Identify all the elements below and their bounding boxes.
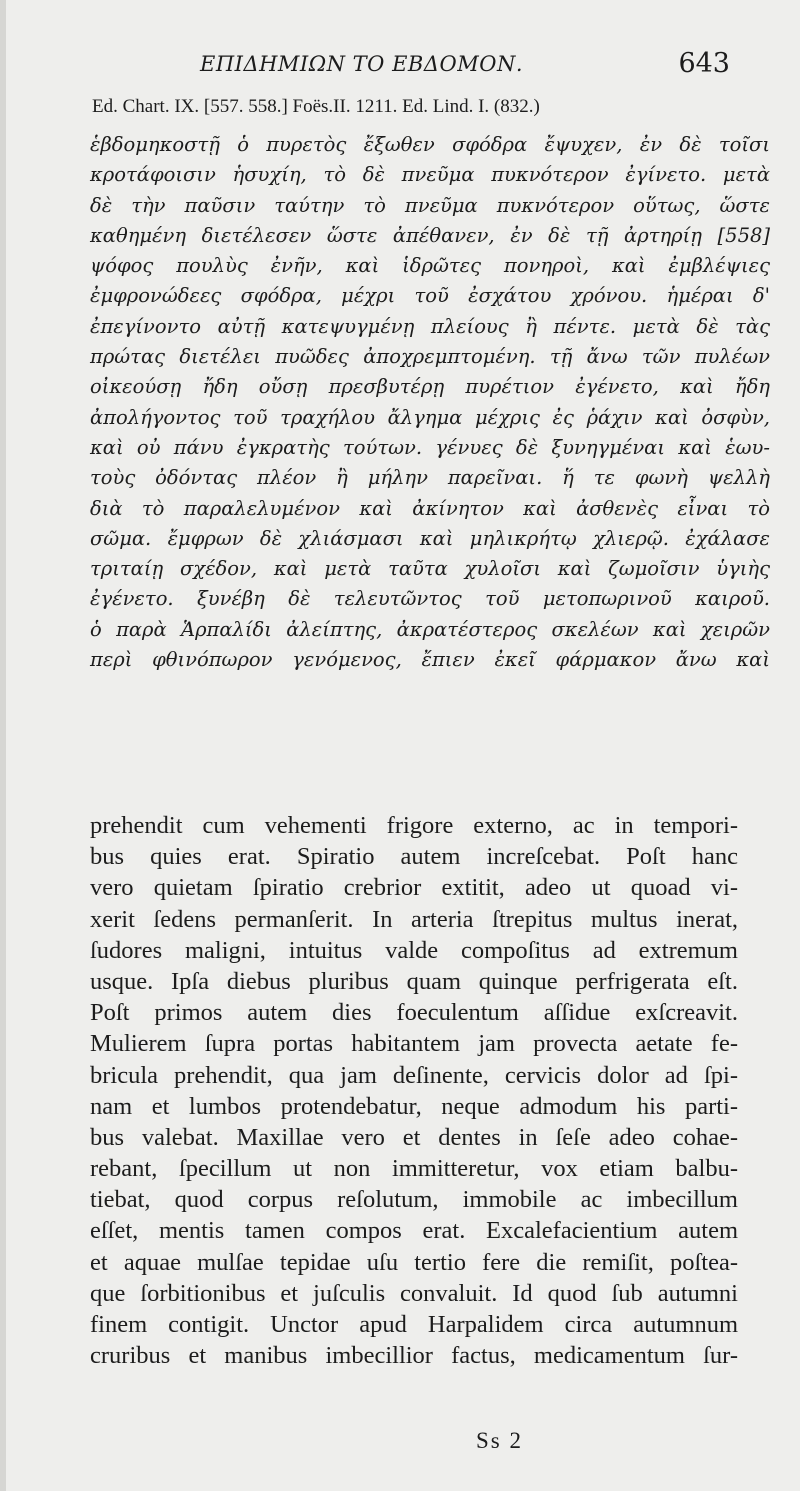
latin-text-line: eſſet, mentis tamen compos erat. Excalefacientium autem: [90, 1217, 738, 1245]
latin-text-line: et aquae mulſae tepidae uſu tertio fere die remiſit, poſtea-: [90, 1248, 738, 1276]
greek-text-line: ἐγένετο. ξυνέβη δὲ τελευτῶντος τοῦ μετοπωρινοῦ καιροῦ.: [90, 587, 770, 611]
latin-text-line: que ſorbitionibus et juſculis convaluit. Id quod ſub autumni: [90, 1279, 738, 1307]
greek-text-line: καὶ οὐ πάνυ ἐγκρατὴς τούτων. γένυες δὲ ξυνηγμέναι καὶ ἑωυ-: [90, 435, 770, 459]
greek-text-line: οἰκεούσῃ ἤδη οὔσῃ πρεσβυτέρῃ πυρέτιον ἐγένετο, καὶ ἤδη: [90, 375, 770, 399]
greek-text-line: περὶ φθινόπωρον γενόμενος, ἔπιεν ἐκεῖ φάρμακον ἄνω καὶ: [90, 648, 770, 672]
latin-text-line: tiebat, quod corpus reſolutum, immobile ac imbecillum: [90, 1186, 738, 1214]
latin-text-line: bus quies erat. Spiratio autem increſcebat. Poſt hanc: [90, 843, 738, 871]
greek-text-line: δὲ τὴν παῦσιν ταύτην τὸ πνεῦμα πυκνότερον οὕτως, ὥστε: [90, 193, 770, 217]
edition-references: Ed. Chart. IX. [557. 558.] Foës.II. 1211. Ed. Lind. I. (832.): [92, 96, 540, 117]
latin-text-line: ſudores maligni, intuitus valde compoſitus ad extremum: [90, 936, 738, 964]
signature-mark: Ss 2: [476, 1428, 523, 1453]
greek-text-line: ἐμφρονώδεες σφόδρα, μέχρι τοῦ ἐσχάτου χρόνου. ἡμέραι δ': [90, 284, 770, 308]
latin-text-line: Poſt primos autem dies foeculentum aſſidue exſcreavit.: [90, 999, 738, 1027]
page-gutter: [0, 0, 6, 1491]
page-number: 643: [678, 48, 730, 79]
latin-text-line: usque. Ipſa diebus pluribus quam quinque perfrigerata eſt.: [90, 967, 738, 995]
latin-text-line: nam et lumbos protendebatur, neque admodum his parti-: [90, 1092, 738, 1120]
latin-text-line: bus valebat. Maxillae vero et dentes in ſeſe adeo cohae-: [90, 1123, 738, 1151]
running-title: ΕΠΙΔΗΜΙΩΝ ΤΟ ΕΒΔΟΜΟΝ.: [200, 52, 523, 76]
greek-text-line: τριταίῃ σχέδον, καὶ μετὰ ταῦτα χυλοῖσι καὶ ζωμοῖσιν ὑγιὴς: [90, 557, 770, 581]
running-header: [170, 48, 730, 88]
greek-text-line: ἀπολήγοντος τοῦ τραχήλου ἄλγημα μέχρις ἐς ῥάχιν καὶ ὀσφὺν,: [90, 405, 770, 429]
greek-text-line: σῶμα. ἔμφρων δὲ χλιάσμασι καὶ μηλικρήτῳ χλιερῷ. ἐχάλασε: [90, 526, 770, 550]
latin-text-line: finem contigit. Unctor apud Harpalidem circa autumnum: [90, 1311, 738, 1338]
greek-text-block: [90, 130, 770, 675]
latin-text-line: vero quietam ſpiratio crebrior extitit, adeo ut quoad vi-: [90, 874, 738, 902]
greek-text-line: τοὺς ὀδόντας πλέον ἢ μήλην παρεῖναι. ἥ τε φωνὴ ψελλὴ: [90, 466, 770, 490]
greek-text-line: διὰ τὸ παραλελυμένον καὶ ἀκίνητον καὶ ἀσθενὲς εἶναι τὸ: [90, 496, 770, 520]
latin-text-line: Mulierem ſupra portas habitantem jam provecta aetate fe-: [90, 1030, 738, 1058]
greek-text-line: ἑβδομηκοστῇ ὁ πυρετὸς ἔξωθεν σφόδρα ἔψυχεν, ἐν δὲ τοῖσι: [90, 133, 770, 156]
latin-text-line: cruribus et manibus imbecillior factus, medicamentum ſur-: [90, 1342, 738, 1370]
latin-text-line: prehendit cum vehementi frigore externo, ac in tempori-: [90, 812, 738, 839]
latin-text-block: [90, 810, 738, 1371]
latin-text-line: rebant, ſpecillum ut non immitteretur, vox etiam balbu-: [90, 1155, 738, 1183]
greek-text-line: κροτάφοισιν ἡσυχίη, τὸ δὲ πνεῦμα πυκνότερον ἐγίνετο. μετὰ: [90, 163, 770, 187]
latin-text-line: xerit ſedens permanſerit. In arteria ſtrepitus multus inerat,: [90, 905, 738, 933]
greek-text-line: πρώτας διετέλει πυῶδες ἀποχρεμπτομένη. τῇ ἄνω τῶν πυλέων: [90, 345, 770, 369]
greek-text-line: ὁ παρὰ Ἁρπαλίδι ἀλείπτης, ἀκρατέστερος σκελέων καὶ χειρῶν: [90, 617, 770, 641]
greek-text-line: καθημένη διετέλεσεν ὥστε ἀπέθανεν, ἐν δὲ τῇ ἀρτηρίῃ [558]: [90, 223, 770, 247]
greek-text-line: ψόφος πουλὺς ἐνῆν, καὶ ἱδρῶτες πονηροὶ, καὶ ἐμβλέψιες: [90, 254, 770, 278]
latin-text-line: bricula prehendit, qua jam deſinente, cervicis dolor ad ſpi-: [90, 1061, 738, 1089]
greek-text-line: ἐπεγίνοντο αὐτῇ κατεψυγμένῃ πλείους ἢ πέντε. μετὰ δὲ τὰς: [90, 314, 770, 338]
